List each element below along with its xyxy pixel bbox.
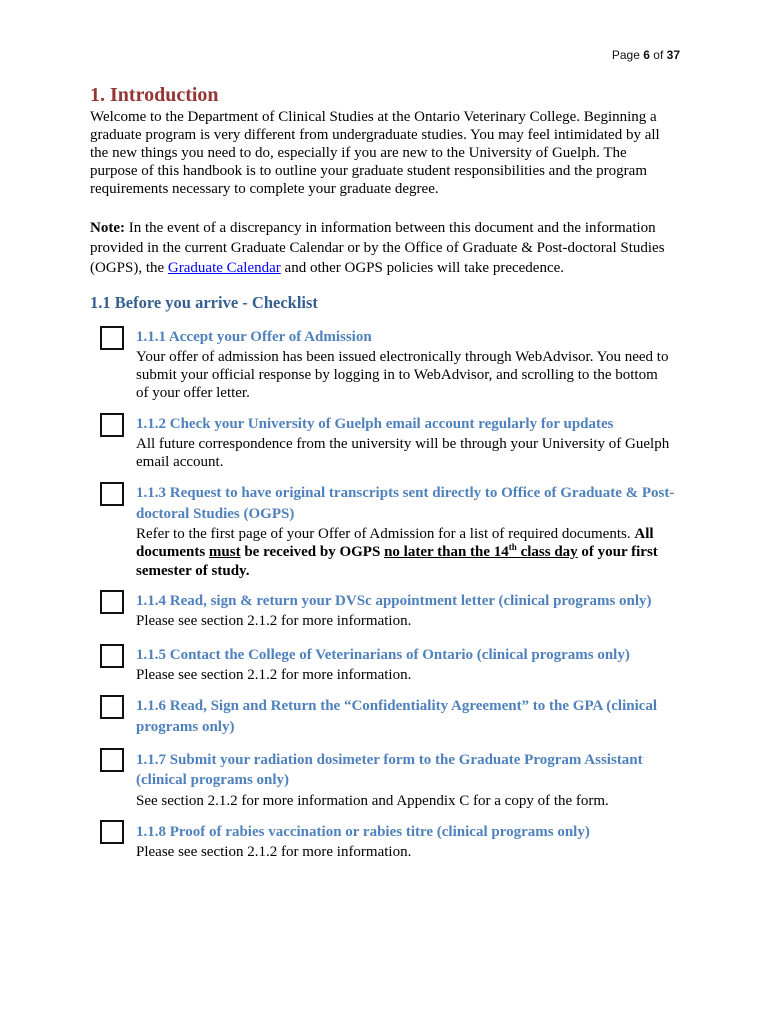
deadline-emphasis [384, 544, 578, 560]
note-line [90, 259, 564, 277]
description-text: be received by OGPS [244, 544, 381, 560]
page-number [612, 48, 680, 62]
checklist-item-description-line [136, 543, 658, 561]
checklist-item-description-line [136, 525, 654, 543]
checklist-item-description-line: See section 2.1.2 for more information and Appendix C for a copy of the form. [136, 793, 609, 809]
checklist-item-description-line: semester of study. [136, 563, 250, 579]
checklist-item-description-line: of your offer letter. [136, 385, 250, 401]
subsection-heading-checklist: 1.1 Before you arrive - Checklist [90, 293, 318, 312]
checklist-item-title: 1.1.7 Submit your radiation dosimeter form to the Graduate Program Assistant [136, 752, 643, 768]
empty-checkbox-icon [100, 326, 124, 350]
emphasis-all: All [634, 526, 654, 542]
page-label: Page [611, 48, 640, 62]
description-text: Refer to the first page of your Offer of Admission for a list of required documents. [136, 526, 631, 542]
checklist-item-description-line: submit your official response by logging in to WebAdvisor, and scrolling to the bottom [136, 367, 658, 383]
empty-checkbox-icon [100, 644, 124, 668]
of-label: of [653, 48, 664, 62]
checklist-item-title: 1.1.1 Accept your Offer of Admission [136, 329, 372, 345]
empty-checkbox-icon [100, 590, 124, 614]
checklist-item-description-line: email account. [136, 454, 224, 470]
intro-paragraph-line: requirements necessary to complete your graduate degree. [90, 181, 439, 197]
checklist-item-description-line: All future correspondence from the university will be through your University of Guelph [136, 436, 670, 452]
description-text: of your first [581, 544, 658, 560]
checklist-item-title: doctoral Studies (OGPS) [136, 506, 295, 522]
ordinal-suffix: th [508, 542, 517, 552]
checklist-item-title: 1.1.2 Check your University of Guelph email account regularly for updates [136, 416, 614, 432]
checklist-item-title: (clinical programs only) [136, 772, 290, 788]
note-label: Note: [90, 220, 125, 236]
note-line [90, 219, 656, 237]
checklist-item-title: 1.1.4 Read, sign & return your DVSc appointment letter (clinical programs only) [136, 593, 652, 609]
deadline-text: class day [520, 544, 578, 560]
graduate-calendar-link[interactable]: Graduate Calendar [167, 260, 281, 276]
empty-checkbox-icon [100, 413, 124, 437]
checklist-item-description-line: Please see section 2.1.2 for more information. [136, 844, 412, 860]
checklist-item-title: 1.1.8 Proof of rabies vaccination or rabies titre (clinical programs only) [136, 824, 590, 840]
intro-paragraph-line: purpose of this handbook is to outline your graduate student responsibilities and the program [90, 163, 647, 179]
section-heading-introduction: 1. Introduction [90, 84, 219, 106]
description-text: documents [136, 544, 206, 560]
checklist-item-description-line: Your offer of admission has been issued electronically through WebAdvisor. You need to [136, 349, 669, 365]
intro-paragraph-line: graduate program is very different from undergraduate studies. You may feel intimidated by all [90, 127, 660, 143]
intro-paragraph-line: the new things you need to do, especially if you are new to the University of Guelph. The [90, 145, 627, 161]
note-line: provided in the current Graduate Calendar or by the Office of Graduate & Post-doctoral Studies [90, 240, 665, 256]
intro-paragraph-line: Welcome to the Department of Clinical Studies at the Ontario Veterinary College. Beginning a [90, 109, 657, 125]
note-text: In the event of a discrepancy in information between this document and the information [128, 220, 656, 236]
emphasis-must: must [208, 544, 241, 560]
empty-checkbox-icon [100, 748, 124, 772]
note-text: and other OGPS policies will take precedence. [284, 260, 565, 276]
checklist-item-description-line: Please see section 2.1.2 for more information. [136, 667, 412, 683]
total-pages: 37 [666, 48, 680, 62]
checklist-item-title: 1.1.5 Contact the College of Veterinarians of Ontario (clinical programs only) [136, 647, 630, 663]
checklist-item-title: 1.1.6 Read, Sign and Return the “Confidentiality Agreement” to the GPA (clinical [136, 698, 658, 714]
checklist-item-title: 1.1.3 Request to have original transcripts sent directly to Office of Graduate & Post- [136, 485, 675, 501]
current-page: 6 [643, 48, 650, 62]
empty-checkbox-icon [100, 482, 124, 506]
checklist-item-title: programs only) [136, 719, 235, 735]
empty-checkbox-icon [100, 695, 124, 719]
deadline-text: no later than the 14 [384, 544, 509, 560]
empty-checkbox-icon [100, 820, 124, 844]
checklist-item-description-line: Please see section 2.1.2 for more information. [136, 613, 412, 629]
note-text: (OGPS), the [90, 260, 165, 276]
